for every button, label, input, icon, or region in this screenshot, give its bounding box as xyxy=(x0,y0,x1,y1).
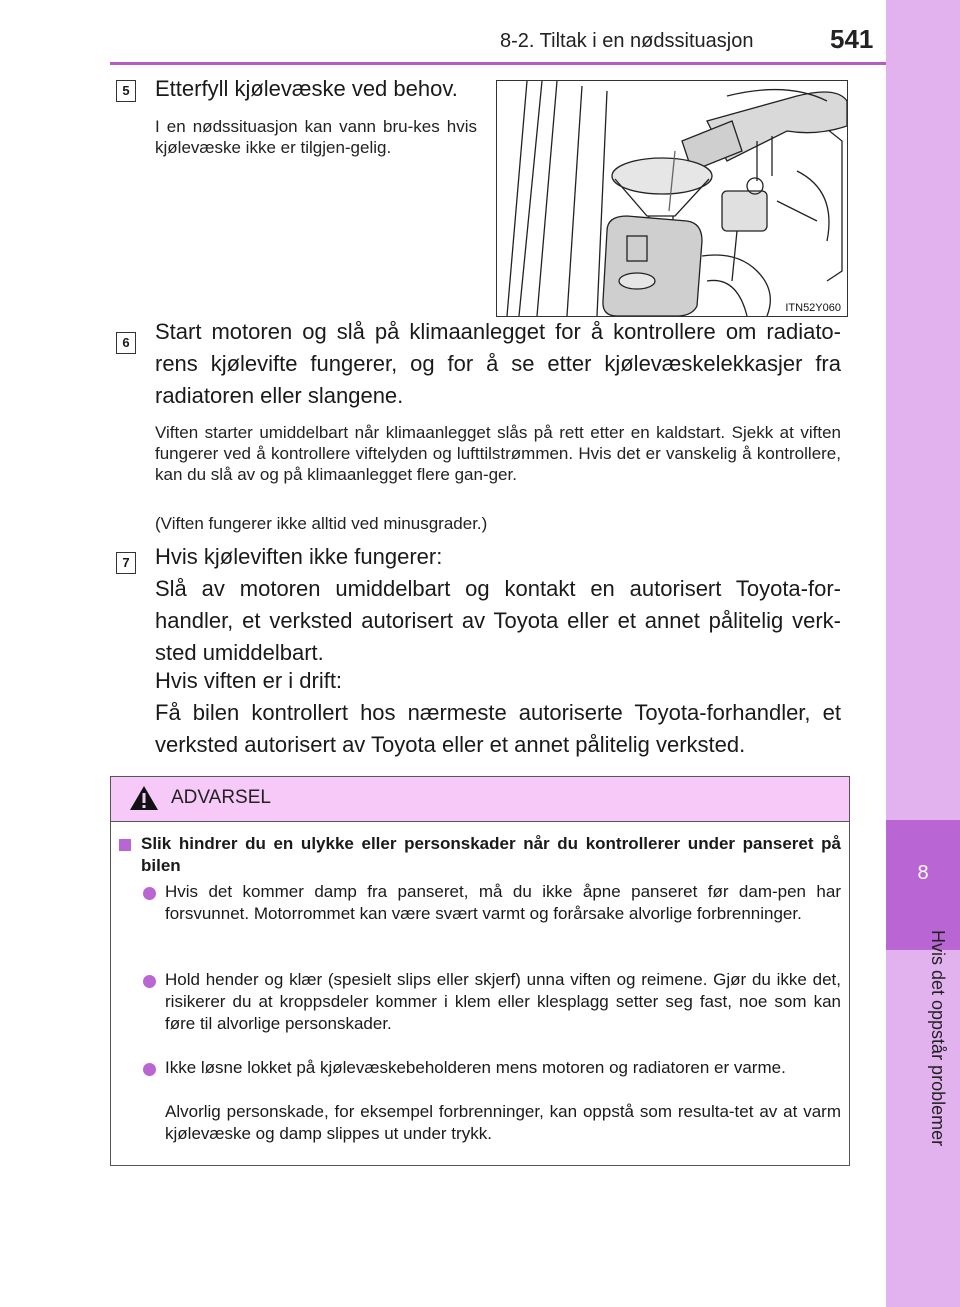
step-number-5: 5 xyxy=(116,80,136,102)
figure-label: ITN52Y060 xyxy=(785,302,841,314)
bullet-icon xyxy=(143,1063,156,1076)
chapter-number: 8 xyxy=(917,862,929,884)
step-6-note-2: (Viften fungerer ikke alltid ved minusgrader.) xyxy=(155,514,488,533)
step-6-text: Start motoren og slå på klimaanlegget for å kontrollere om radiato-rens kjølevifte fungerer, og for å se etter kjølevæskelekkasjer fra radiatoren eller slangene. xyxy=(155,319,841,408)
warning-item-3: Ikke løsne lokket på kjølevæskebeholderen mens motoren og radiatoren er varme. xyxy=(165,1058,786,1077)
step-number-7: 7 xyxy=(116,552,136,574)
step-7-action-b: Få bilen kontrollert hos nærmeste autoriserte Toyota-forhandler, et verksted autorisert av Toyota eller et annet pålitelig verksted. xyxy=(155,700,841,757)
step-6-note: Viften starter umiddelbart når klimaanlegget slås på rett etter en kaldstart. Sjekk at viften fungerer ved å kontrollere viftelyden og lufttilstrømmen. Hvis det er vanskelig å kontrollere, kan du slå av og på klimaanlegget flere gan-ger. xyxy=(155,423,841,484)
header-rule xyxy=(110,62,886,65)
step-7-condition-a: Hvis kjøleviften ikke fungerer: xyxy=(155,544,443,569)
warning-title: ADVARSEL xyxy=(171,787,271,808)
bullet-icon xyxy=(143,975,156,988)
step-5-note: I en nødssituasjon kan vann bru-kes hvis kjølevæske ikke er tilgjen-gelig. xyxy=(155,117,477,157)
step-5-text: Etterfyll kjølevæske ved behov. xyxy=(155,76,458,101)
square-bullet-icon xyxy=(119,839,131,851)
engine-bay-drawing xyxy=(497,81,847,316)
warning-item-2: Hold hender og klær (spesielt slips eller skjerf) unna viften og reimene. Gjør du ikke det, risikerer du at kroppsdeler kommer i klem eller klesplagg setter seg fast, noe som kan føre til alvorlige personskader. xyxy=(165,970,841,1033)
page-number: 541 xyxy=(830,24,874,54)
warning-triangle-icon xyxy=(129,785,159,811)
warning-item-1: Hvis det kommer damp fra panseret, må du ikke åpne panseret før dam-pen har forsvunnet. Motorrommet kan være svært varmt og forårsake alvorlige forbrenninger. xyxy=(165,882,841,923)
warning-item-3-detail: Alvorlig personskade, for eksempel forbrenninger, kan oppstå som resulta-tet av at varm kjølevæske og damp slippes ut under trykk. xyxy=(165,1102,841,1143)
step-number-6: 6 xyxy=(116,332,136,354)
coolant-refill-illustration xyxy=(496,80,848,317)
step-7-action-a: Slå av motoren umiddelbart og kontakt en autorisert Toyota-for-handler, et verksted autorisert av Toyota eller et annet pålitelig verk-sted umiddelbart. xyxy=(155,576,841,665)
step-7-condition-b: Hvis viften er i drift: xyxy=(155,668,343,693)
chapter-title: Hvis det oppstår problemer xyxy=(928,930,948,1147)
warning-heading: Slik hindrer du en ulykke eller personskader når du kontrollerer under panseret på bilen xyxy=(141,834,841,875)
bullet-icon xyxy=(143,887,156,900)
section-title: 8-2. Tiltak i en nødssituasjon xyxy=(500,30,754,52)
warning-box xyxy=(110,776,850,1166)
warning-header xyxy=(111,777,849,822)
